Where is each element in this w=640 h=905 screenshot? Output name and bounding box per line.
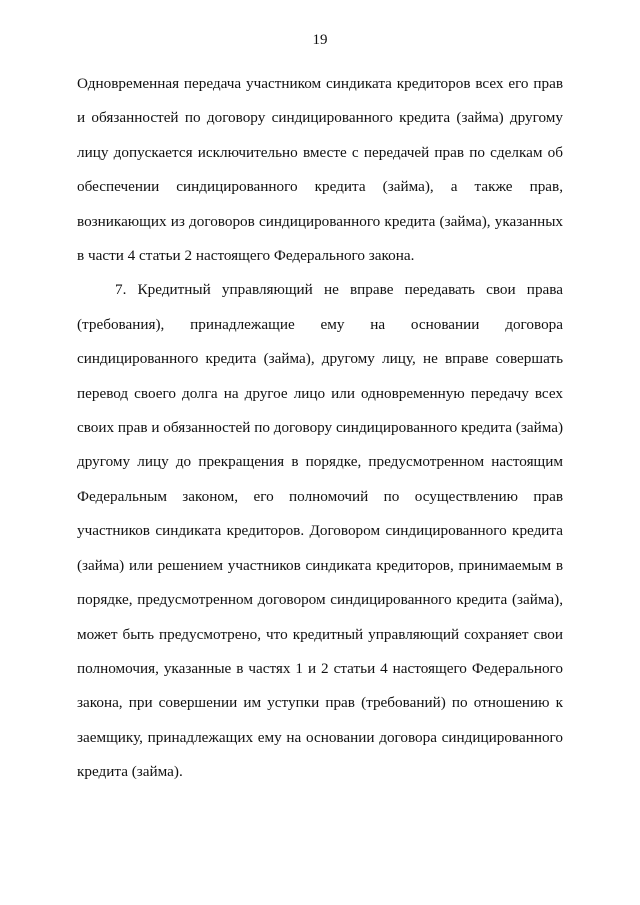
paragraph-continuation: Одновременная передача участником синдиката кредиторов всех его прав и обязанностей по договору синдицированного кредита (займа) другому лицу допускается исключительно вместе с передачей прав по сделкам об обеспечении синдицированного кредита (займа), а также прав, возникающих из договоров синдицированного кредита (займа), указанных в части 4 статьи 2 настоящего Федерального закона. xyxy=(77,75,563,265)
document-body xyxy=(77,67,563,790)
paragraph-item-7: 7. Кредитный управляющий не вправе передавать свои права (требования), принадлежащие ему на основании договора синдицированного кредита (займа), другому лицу, не вправе совершать перевод своего долга на другое лицо или одновременную передачу всех своих прав и обязанностей по договору синдицированного кредита (займа) другому лицу до прекращения в порядке, предусмотренном настоящим Федеральным законом, его полномочий по осуществлению прав участников синдиката кредиторов. Договором синдицированного кредита (займа) или решением участников синдиката кредиторов, принимаемым в порядке, предусмотренном договором синдицированного кредита (займа), может быть предусмотрено, что кредитный управляющий сохраняет свои полномочия, указанные в частях 1 и 2 статьи 4 настоящего Федерального закона, при совершении им уступки прав (требований) по отношению к заемщику, принадлежащих ему на основании договора синдицированного кредита (займа). xyxy=(77,281,563,781)
page-number: 19 xyxy=(312,32,328,48)
